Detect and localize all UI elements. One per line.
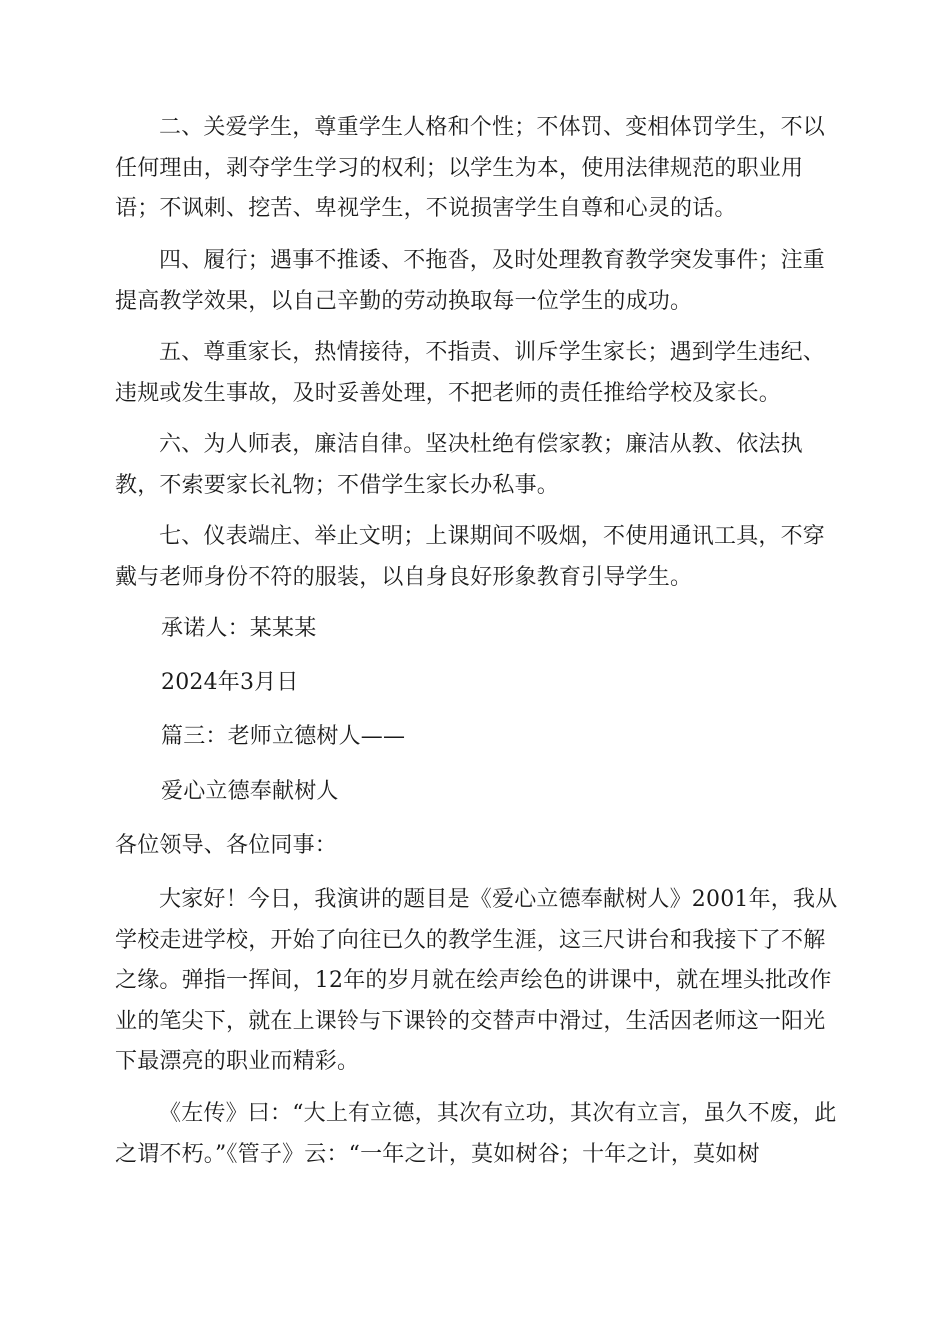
paragraph-introduction: 大家好！今日，我演讲的题目是《爱心立德奉献树人》2001年，我从学校走进学校，开始了向往已久的教学生涯，这三尺讲台和我接下了不解之缘。弹指一挥间，12年的岁月就在绘声绘色的讲课中，就在埋头批改作业的笔尖下，就在上课铃与下课铃的交替声中滑过，生活因老师这一阳光下最漂亮的职业而精彩。 bbox=[115, 887, 838, 1074]
paragraph-quotation: 《左传》曰：“大上有立德，其次有立功，其次有立言，虽久不废，此之谓不朽。”《管子》云：“一年之计，莫如树谷；十年之计，莫如树 bbox=[115, 1101, 837, 1167]
paragraph-respect-parents: 五、尊重家长，热情接待，不指责、训斥学生家长；遇到学生违纪、违规或发生事故，及时妥善处理，不把老师的责任推给学校及家长。 bbox=[115, 340, 826, 406]
signature-line: 承诺人：某某某 bbox=[161, 616, 317, 641]
speech-title: 爱心立德奉献树人 bbox=[161, 779, 339, 804]
salutation: 各位领导、各位同事： bbox=[115, 833, 338, 858]
date-line: 2024年3月日 bbox=[161, 670, 299, 695]
section-heading: 篇三：老师立德树人—— bbox=[161, 724, 406, 749]
paragraph-role-model: 六、为人师表，廉洁自律。坚决杜绝有偿家教；廉洁从教、依法执教，不索要家长礼物；不借学生家长办私事。 bbox=[115, 432, 803, 498]
paragraph-care-students: 二、关爱学生，尊重学生人格和个性；不体罚、变相体罚学生，不以任何理由，剥夺学生学习的权利；以学生为本，使用法律规范的职业用语；不讽刺、挖苦、卑视学生，不说损害学生自尊和心灵的话。 bbox=[115, 115, 826, 221]
paragraph-appearance: 七、仪表端庄、举止文明；上课期间不吸烟，不使用通讯工具，不穿戴与老师身份不符的服装，以自身良好形象教育引导学生。 bbox=[115, 524, 826, 590]
paragraph-duty: 四、履行；遇事不推诿、不拖沓，及时处理教育教学突发事件；注重提高教学效果，以自己辛勤的劳动换取每一位学生的成功。 bbox=[115, 248, 826, 314]
